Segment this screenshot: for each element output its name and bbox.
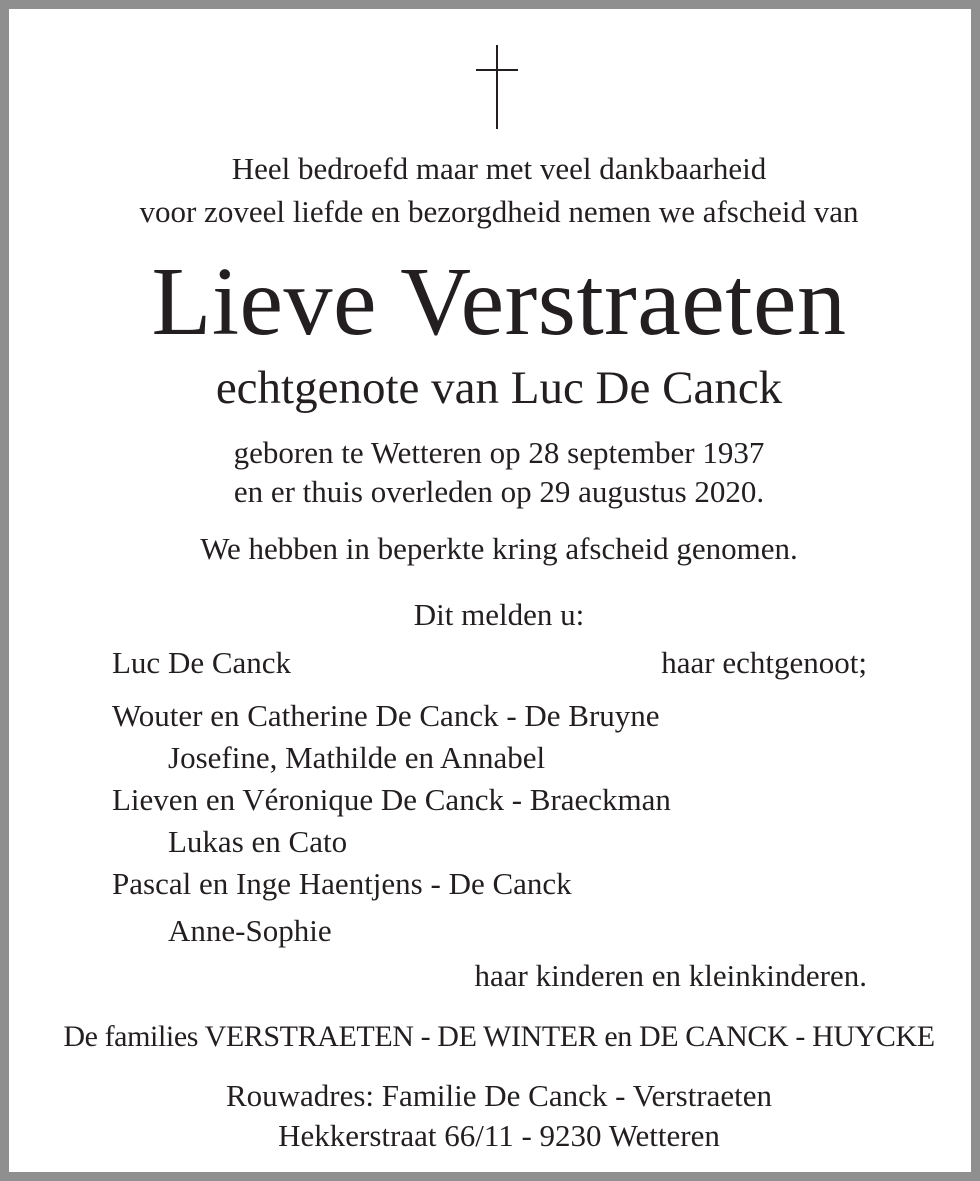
announcers-heading: Dit melden u: xyxy=(413,597,585,632)
grandchildren-1: Josefine, Mathilde en Annabel xyxy=(168,740,546,775)
child-couple-3: Pascal en Inge Haentjens - De Canck xyxy=(112,866,572,901)
grandchildren-3: Anne-Sophie xyxy=(168,913,332,948)
child-couple-1: Wouter en Catherine De Canck - De Bruyne xyxy=(112,698,660,733)
intro-line-1: Heel bedroefd maar met veel dankbaarheid xyxy=(231,151,767,186)
children-relation: haar kinderen en kleinkinderen. xyxy=(474,958,867,993)
deceased-name: Lieve Verstraeten xyxy=(151,248,847,356)
death-line: en er thuis overleden op 29 augustus 2020. xyxy=(233,474,765,509)
families-line: De families VERSTRAETEN - DE WINTER en DE CANCK - HUYCKE xyxy=(63,1020,935,1053)
address-line-1: Rouwadres: Familie De Canck - Verstraeten xyxy=(225,1078,773,1113)
grandchildren-2: Lukas en Cato xyxy=(168,824,348,859)
intro-line-2: voor zoveel liefde en bezorgdheid nemen we afscheid van xyxy=(139,194,859,229)
birth-line: geboren te Wetteren op 28 september 1937 xyxy=(233,435,765,470)
ceremony-notice: We hebben in beperkte kring afscheid genomen. xyxy=(200,531,798,566)
spouse-name: Luc De Canck xyxy=(112,645,292,680)
child-couple-2: Lieven en Véronique De Canck - Braeckman xyxy=(112,782,671,817)
address-line-2: Hekkerstraat 66/11 - 9230 Wetteren xyxy=(278,1118,720,1153)
spouse-line: echtgenote van Luc De Canck xyxy=(215,362,783,414)
cross-icon xyxy=(476,45,518,129)
spouse-relation: haar echtgenoot; xyxy=(661,645,867,680)
